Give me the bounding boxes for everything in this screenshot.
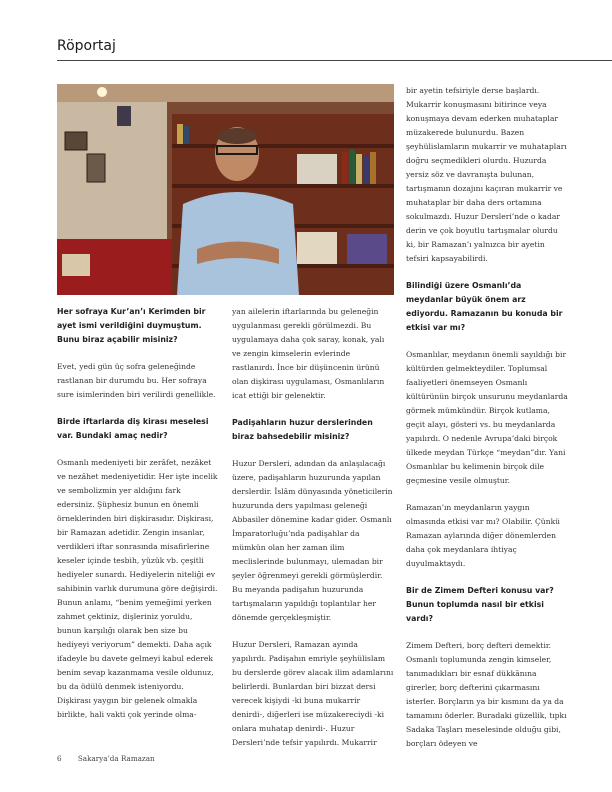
- paragraph: bir ayetin tefsiriyle derse başlardı. Mukarrir konuşmasını bitirince veya konuşmaya devam ederken muhataplar müzakerede bulunurdu. Bazen şeyhülislamların mukarrir ve muhatapları doğru seçmedikleri olurdu. Huzurda yersiz söz ve davranışta bulunan, tartışmanın dozajını kaçıran mukarrir ve muhataplar bir daha ders ortamına sokulmazdı. Huzur Dersleri’nde o kadar derin ve çok boyutlu tartışmalar olurdu ki, bir Ramazan’ı yalnızca bir ayetin tefsiri kapsayabilirdi.: [406, 86, 567, 263]
- question: Padişahların huzur derslerinden biraz bahsedebilir misiniz?: [232, 418, 373, 441]
- text-column-1: [57, 305, 219, 735]
- question: Her sofraya Kur’an’ı Kerimden bir ayet ismi verildiğini duymuştum. Bunu biraz açabilir misiniz?: [57, 307, 206, 344]
- paragraph: Osmanlılar, meydanın önemli sayıldığı bir kültürden gelmekteydiler. Toplumsal faaliyetleri önemseyen Osmanlı kültürünün birçok unsurunu meydanlarda görmek mümkündür. Birçok kutlama, geçit alayı, gösteri vs. bu meydanlarda yapılırdı. O nedenle Avrupa’daki birçok ülkede meydan Türkçe “meydan”dır. Yani Osmanlılar bu kelimenin birçok dile geçmesine vesile olmuştur.: [406, 350, 568, 485]
- paragraph: yan ailelerin iftarlarında bu geleneğin uygulanması gerekli görülmezdi. Bu uygulamaya daha çok saray, konak, yalı ve zengin kimselerin evlerinde rastlanırdı. İnce bir düşüncenin ürünü olan dişkirası uygulaması, Osmanlıların icat ettiği bir gelenektir.: [232, 307, 385, 400]
- text-column-2: [232, 305, 394, 763]
- page-footer: [57, 754, 169, 763]
- question: Bir de Zimem Defteri konusu var? Bunun toplumda nasıl bir etkisi vardı?: [406, 586, 554, 623]
- page-number: 6: [57, 754, 62, 763]
- interview-photo: [57, 84, 394, 295]
- paragraph: Zimem Defteri, borç defteri demektir. Osmanlı toplumunda zengin kimseler, tanımadıkları bir esnaf dükkânına girerler, borç defterini çıkarmasını isterler. Borçların ya bir kısmını da ya da tamamını öderler. Buradaki güzellik, tıpkı Sadaka Taşları meselesinde olduğu gibi, borçları ödeyen ve: [406, 641, 567, 748]
- paragraph: Evet, yedi gün üç sofra geleneğinde rastlanan bir durumdu bu. Her sofraya sure isimlerinden biri verilirdi genellikle.: [57, 362, 216, 399]
- header-rule: [57, 60, 612, 61]
- paragraph: Huzur Dersleri, adından da anlaşılacağı üzere, padişahların huzurunda yapılan derslerdir. İslâm dünyasında yöneticilerin huzurunda ders yapılması geleneği Abbasiler dönemine kadar gider. Osmanlı İmparatorluğu’nda padişahlar da mümkün olan her zaman ilim meclislerinde bulunmayı, ulemadan bir şeyler öğrenmeyi gerekli görmüşlerdir. Bu meyanda padişahın huzurunda tartışmaların yapıldığı toplantılar her dönemde gerçekleşmiştir.: [232, 459, 393, 622]
- question: Bilindiği üzere Osmanlı’da meydanlar büyük önem arz ediyordu. Ramazanın bu konuda bir etkisi var mı?: [406, 281, 563, 332]
- question: Birde iftarlarda diş kirası meselesi var. Bundaki amaç nedir?: [57, 417, 209, 440]
- paragraph: Osmanlı medeniyeti bir zerâfet, nezâket ve nezâhet medeniyetidir. Her işte incelik ve sembolizmin yer aldığını fark edersiniz. Şüphesiz bunun en önemli örneklerinden biri dişkirasıdır. Dişkirası, bir Ramazan adetidir. Zengin insanlar, verdikleri iftar sonrasında misafirlerine keseler içinde tesbih, yüzük vb. çeşitli hediyeler sunardı. Hediyelerin niteliği ev sahibinin varlık durumuna göre değişirdi. Bunun anlamı, “benim yemeğimi yerken zahmet çektiniz, dişleriniz yoruldu, bunun karşılığı olarak ben size bu hediyeyi veriyorum” demekti. Daha açık ifadeyle bu davete gelmeyi kabul ederek benim sevap kazanmama vesile oldunuz, bu da ödülü denmek isteniyordu. Dişkirası yaygın bir gelenek olmakla birlikte, hali vakti çok yerinde olma-: [57, 458, 218, 719]
- paragraph: Huzur Dersleri, Ramazan ayında yapılırdı. Padişahın emriyle şeyhülislam bu derslerde görev alacak ilim adamlarını belirlerdi. Bunlardan biri bizzat dersi verecek kişiydi -ki buna mukarrir denirdi-, diğerleri ise müzakereciydi -ki onlara muhatap denirdi-. Huzur Dersleri’nde tefsir yapılırdı. Mukarrir: [232, 640, 394, 747]
- publication-name: Sakarya’da Ramazan: [77, 754, 155, 763]
- paragraph: Ramazan’ın meydanların yaygın olmasında etkisi var mı? Olabilir. Çünkü Ramazan aylarında diğer dönemlerden daha çok meydanlara ihtiyaç duyulmaktaydı.: [406, 503, 561, 568]
- text-column-3: [406, 84, 568, 764]
- section-title: Röportaj: [57, 38, 116, 54]
